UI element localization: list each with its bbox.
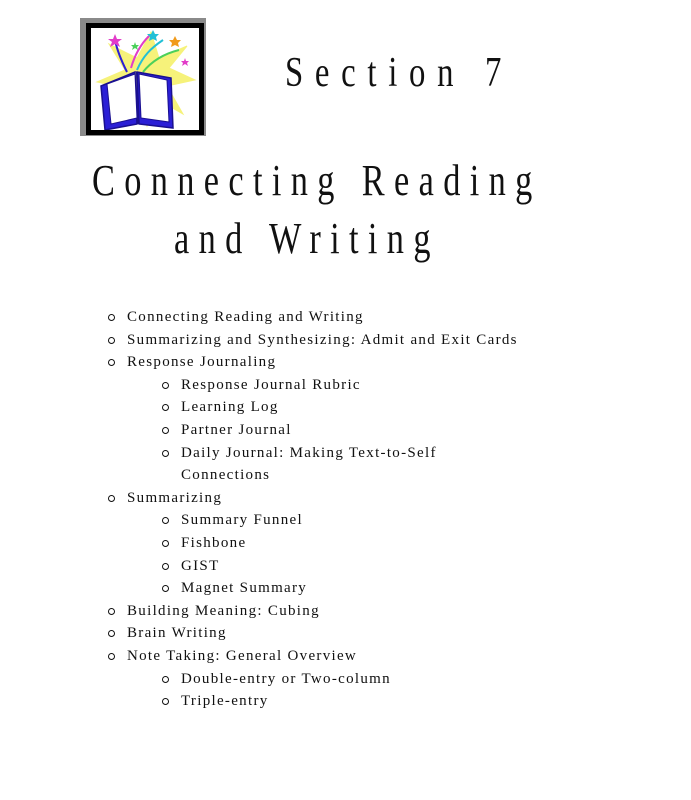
bullet-icon — [162, 404, 169, 411]
toc-subitem — [162, 374, 518, 397]
toc-item-label: Fishbone — [181, 534, 247, 551]
bullet-icon — [108, 608, 115, 615]
toc-item — [108, 600, 518, 623]
section-label: Section 7 — [285, 50, 514, 96]
toc-item-label: Response Journal Rubric — [181, 376, 361, 393]
table-of-contents — [108, 306, 518, 713]
toc-item-label: Summarizing and Synthesizing: Admit and Exit Cards — [127, 331, 518, 348]
bullet-icon — [162, 517, 169, 524]
toc-item — [108, 645, 518, 668]
open-book-with-stars-icon — [91, 28, 199, 130]
toc-item-label: Double-entry or Two-column — [181, 670, 391, 687]
bullet-icon — [162, 540, 169, 547]
bullet-icon — [108, 337, 115, 344]
toc-subitem — [162, 396, 518, 419]
bullet-icon — [162, 450, 169, 457]
page-title-line-2: and Writing — [174, 214, 440, 263]
bullet-icon — [162, 382, 169, 389]
toc-item-label: Note Taking: General Overview — [127, 647, 358, 664]
bullet-icon — [108, 630, 115, 637]
toc-item-label: Response Journaling — [127, 354, 277, 371]
toc-subitem — [162, 555, 518, 578]
toc-item-label: GIST — [181, 557, 220, 574]
toc-item-label: Partner Journal — [181, 421, 292, 438]
bullet-icon — [108, 314, 115, 321]
bullet-icon — [162, 427, 169, 434]
bullet-icon — [162, 585, 169, 592]
toc-item — [108, 351, 518, 374]
toc-subitem — [162, 509, 518, 532]
toc-item-label: Building Meaning: Cubing — [127, 602, 320, 619]
page-title — [92, 152, 612, 268]
toc-item-label: Connecting Reading and Writing — [127, 309, 364, 325]
clipart — [80, 18, 212, 142]
bullet-icon — [162, 676, 169, 683]
bullet-icon — [162, 698, 169, 705]
bullet-icon — [108, 495, 115, 502]
toc-item-label: Summary Funnel — [181, 512, 303, 529]
toc-subitem — [162, 577, 518, 600]
clipart-box — [86, 23, 204, 135]
toc-item — [108, 306, 518, 329]
page-title-line-1: Connecting Reading — [92, 156, 542, 205]
toc-item-label: Triple-entry — [181, 693, 269, 710]
bullet-icon — [108, 359, 115, 366]
bullet-icon — [108, 653, 115, 660]
toc-item-label: Learning Log — [181, 399, 279, 416]
toc-item — [108, 487, 518, 510]
toc-subitem — [162, 668, 518, 691]
toc-item-label: Summarizing — [127, 489, 223, 506]
toc-item-label: Brain Writing — [127, 625, 227, 642]
toc-subitem — [162, 690, 518, 713]
toc-item-label: Magnet Summary — [181, 580, 308, 597]
toc-item — [108, 622, 518, 645]
bullet-icon — [162, 563, 169, 570]
toc-subitem — [162, 442, 471, 487]
toc-item — [108, 329, 518, 352]
toc-subitem — [162, 419, 518, 442]
toc-item-label: Daily Journal: Making Text-to-Self Connections — [181, 444, 437, 484]
toc-subitem — [162, 532, 518, 555]
